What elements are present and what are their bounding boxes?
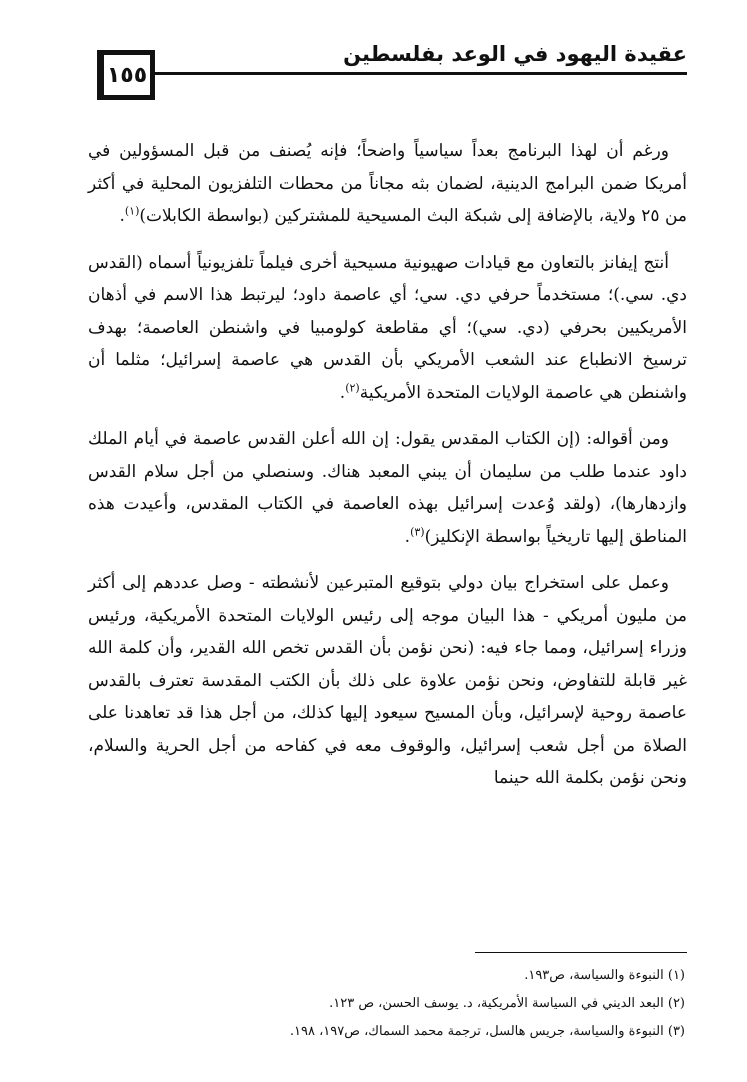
paragraph — [88, 423, 687, 553]
paragraph — [88, 247, 687, 410]
paragraph — [88, 567, 687, 795]
header-rule — [152, 72, 687, 75]
page-number: ١٥٥ — [97, 50, 155, 100]
footnotes — [88, 962, 685, 1046]
footnote: (٣) النبوءة والسياسة، جريس هالسل، ترجمة محمد السماك، ص١٩٧، ١٩٨. — [289, 1024, 685, 1039]
body-text — [88, 135, 687, 809]
footnote-ref[interactable]: (٣) — [410, 524, 425, 538]
paragraph-end: . — [404, 526, 411, 547]
footnote-ref[interactable]: (٢) — [345, 380, 360, 394]
footnote: (١) النبوءة والسياسة، ص١٩٣. — [524, 968, 685, 983]
paragraph-text: وعمل على استخراج بيان دولي بتوقيع المتبرعين لأنشطته - وصل عددهم إلى أكثر من مليون أمريكي - هذا البيان موجه إلى رئيس الولايات المتحدة الأمريكية، ورئيس وزراء إسرائيل، ومما جاء فيه: (نحن نؤمن بأن القدس تخص الله القدير، وأن كلمة الله غير قابلة للتفاوض، ونحن نؤمن علاوة على ذلك بأن الكتب المقدسة تعترف بالقدس عاصمة روحية لإسرائيل، وبأن المسيح سيعود إليها كذلك، من أجل هذا قد تعاهدنا على الصلاة من أجل شعب إسرائيل، والوقوف معه في كفاحه من أجل الحرية والسلام، ونحن نؤمن بكلمة الله حينما — [88, 573, 687, 788]
paragraph — [88, 135, 687, 233]
paragraph-text: ومن أقواله: (إن الكتاب المقدس يقول: إن الله أعلن القدس عاصمة في أيام الملك داود عندما طلب من سليمان أن يبني المعبد هناك. وسنصلي من أجل سلام القدس وازدهارها)، (ولقد وُعدت إسرائيل بهذه العاصمة في الكتاب المقدس، وأعيدت هذه المناطق إليها تاريخياً بواسطة الإنكليز) — [88, 429, 687, 547]
footnote-rule — [475, 952, 687, 953]
paragraph-end: . — [339, 382, 346, 403]
page-header — [90, 40, 687, 76]
paragraph-end: . — [119, 206, 125, 226]
paragraph-text: أنتج إيفانز بالتعاون مع قيادات صهيونية مسيحية أخرى فيلماً تلفزيونياً أسماه (القدس دي. سي.)؛ مستخدماً حرفي دي. سي؛ أي عاصمة داود؛ ليرتبط هذا الاسم في أذهان الأمريكيين بحرفي (دي. سي)؛ أي مقاطعة كولومبيا في واشنطن العاصمة؛ بهدف ترسيخ الانطباع عند الشعب الأمريكي بأن القدس هي عاصمة إسرائيل؛ مثلما أن واشنطن هي عاصمة الولايات المتحدة الأمريكية — [88, 252, 687, 403]
running-title: عقيدة اليهود في الوعد بفلسطين — [343, 42, 687, 66]
footnote-ref[interactable]: (١) — [124, 204, 140, 218]
paragraph-text: ورغم أن لهذا البرنامج بعداً سياسياً واضحاً؛ فإنه يُصنف من قبل المسؤولين في أمريكا ضمن البرامج الدينية، لضمان بثه مجاناً من محطات التلفزيون المحلية في أكثر من ٢٥ ولاية، بالإضافة إلى شبكة البث المسيحية للمشتركين (بواسطة الكابلات) — [88, 141, 687, 226]
footnote: (٢) البعد الديني في السياسة الأمريكية، د. يوسف الحسن، ص ١٢٣. — [329, 996, 685, 1011]
